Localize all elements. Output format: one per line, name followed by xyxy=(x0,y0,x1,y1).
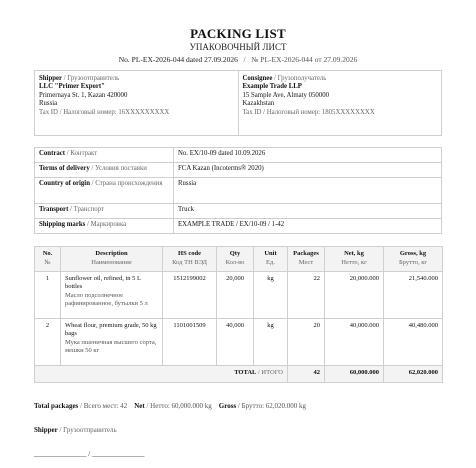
item-qty: 40,000 xyxy=(217,318,254,365)
terms-key: Shipping marks xyxy=(39,221,86,228)
summary-gross-label: Gross xyxy=(218,402,237,410)
total-row xyxy=(35,365,443,382)
column-header: Unit Ед. xyxy=(254,247,288,272)
footer-shipper-label-ru: / Грузоотправитель xyxy=(57,426,117,434)
table-row xyxy=(35,318,443,365)
item-packages: 22 xyxy=(288,271,325,318)
column-header: No. № xyxy=(35,247,61,272)
document-number-separator: / xyxy=(243,55,246,64)
item-no: 2 xyxy=(35,318,61,365)
total-label: TOTAL / ИТОГО xyxy=(35,365,288,382)
items-table xyxy=(34,246,443,383)
terms-key: Transport xyxy=(39,206,69,213)
terms-row xyxy=(35,178,442,204)
item-unit: kg xyxy=(254,271,288,318)
column-header: Packages Мест xyxy=(288,247,325,272)
terms-value: No. EX/10-09 dated 10.09.2026 xyxy=(174,148,442,163)
item-description: Sunflower oil, refined, in 5 L bottles Масло подсолнечное рафинированное, бутылки 5 л xyxy=(61,271,163,318)
item-hs-code: 1101001509 xyxy=(163,318,217,365)
item-net: 40,000.000 xyxy=(325,318,384,365)
shipper-tax-id: Tax ID / Налоговый номер: 16XXXXXXXXX xyxy=(39,108,170,116)
terms-value: Russia xyxy=(174,178,442,204)
consignee-label-ru: / Грузополучатель xyxy=(272,75,327,82)
terms-value: EXAMPLE TRADE / EX/10-09 / 1-42 xyxy=(174,219,442,234)
document-number-ru: № PL-EX-2026-044 от 27.09.2026 xyxy=(251,55,358,64)
document-number xyxy=(0,55,476,64)
shipper-label-ru: / Грузоотправитель xyxy=(62,75,120,82)
totals-summary xyxy=(34,402,306,410)
table-row xyxy=(35,271,443,318)
shipper-cell xyxy=(35,71,239,136)
terms-key-ru: / Контракт xyxy=(65,150,98,157)
items-header-row xyxy=(35,247,443,272)
item-qty: 20,000 xyxy=(217,271,254,318)
shipper-name: LLC "Primer Export" xyxy=(39,83,105,91)
column-header: Gross, kg Брутто, кг xyxy=(384,247,443,272)
summary-packages-value: / Всего мест: 42 xyxy=(78,402,128,410)
item-gross: 21,540.000 xyxy=(384,271,443,318)
consignee-label: Consignee xyxy=(242,75,273,82)
terms-key-ru: / Условия поставки xyxy=(89,165,147,172)
shipper-label: Shipper xyxy=(39,75,63,82)
terms-value: Truck xyxy=(174,204,442,219)
parties-table xyxy=(34,70,442,136)
summary-packages-label: Total packages xyxy=(34,402,79,410)
column-header: Net, kg Нетто, кг xyxy=(325,247,384,272)
document-subtitle: УПАКОВОЧНЫЙ ЛИСТ xyxy=(189,42,287,52)
terms-value: FCA Kazan (Incoterms® 2020) xyxy=(174,163,442,178)
summary-net-label: Net xyxy=(134,402,145,410)
terms-key: Contract xyxy=(39,150,66,157)
item-unit: kg xyxy=(254,318,288,365)
shipper-country: Russia xyxy=(39,100,58,108)
summary-gross-value: / Брутто: 62,020.000 kg xyxy=(236,402,307,410)
item-packages: 20 xyxy=(288,318,325,365)
item-gross: 40,480.000 xyxy=(384,318,443,365)
terms-table xyxy=(34,147,442,234)
total-net: 60,000.000 xyxy=(325,365,384,382)
terms-key-ru: / Маркировка xyxy=(85,221,127,228)
total-gross: 62,020.000 xyxy=(384,365,443,382)
consignee-tax-id: Tax ID / Налоговый номер: 1805XXXXXXXX xyxy=(242,108,375,116)
consignee-country: Kazakhstan xyxy=(242,100,275,108)
item-hs-code: 1512199002 xyxy=(163,271,217,318)
terms-key: Country of origin xyxy=(39,180,90,187)
column-header: Qty Кол-во xyxy=(217,247,254,272)
terms-row xyxy=(35,163,442,178)
footer-shipper-label: Shipper xyxy=(34,426,58,434)
column-header: HS code Код ТН ВЭД xyxy=(163,247,217,272)
item-no: 1 xyxy=(35,271,61,318)
item-net: 20,000.000 xyxy=(325,271,384,318)
document-number-en: No. PL-EX-2026-044 dated 27.09.2026 xyxy=(118,55,238,64)
terms-key-ru: / Транспорт xyxy=(68,206,104,213)
terms-row xyxy=(35,219,442,234)
terms-row xyxy=(35,148,442,163)
terms-key-ru: / Страна происхождения xyxy=(89,180,163,187)
consignee-name: Example Trade LLP xyxy=(242,83,302,91)
document-title: PACKING LIST xyxy=(190,26,286,41)
signature-line: _______________ / _______________ xyxy=(34,450,145,458)
item-description: Wheat flour, premium grade, 50 kg bags Мука пшеничная высшего сорта, мешки 50 кг xyxy=(61,318,163,365)
total-packages: 42 xyxy=(288,365,325,382)
terms-key: Terms of delivery xyxy=(39,165,90,172)
terms-row xyxy=(35,204,442,219)
consignee-address: 15 Sample Ave, Almaty 050000 xyxy=(242,91,330,99)
shipper-address: Primernaya St. 1, Kazan 420000 xyxy=(39,91,128,99)
footer-shipper xyxy=(34,426,117,434)
column-header: Description Наименование xyxy=(61,247,163,272)
consignee-cell xyxy=(238,71,442,136)
summary-net-value: / Нетто: 60,000.000 kg xyxy=(144,402,212,410)
